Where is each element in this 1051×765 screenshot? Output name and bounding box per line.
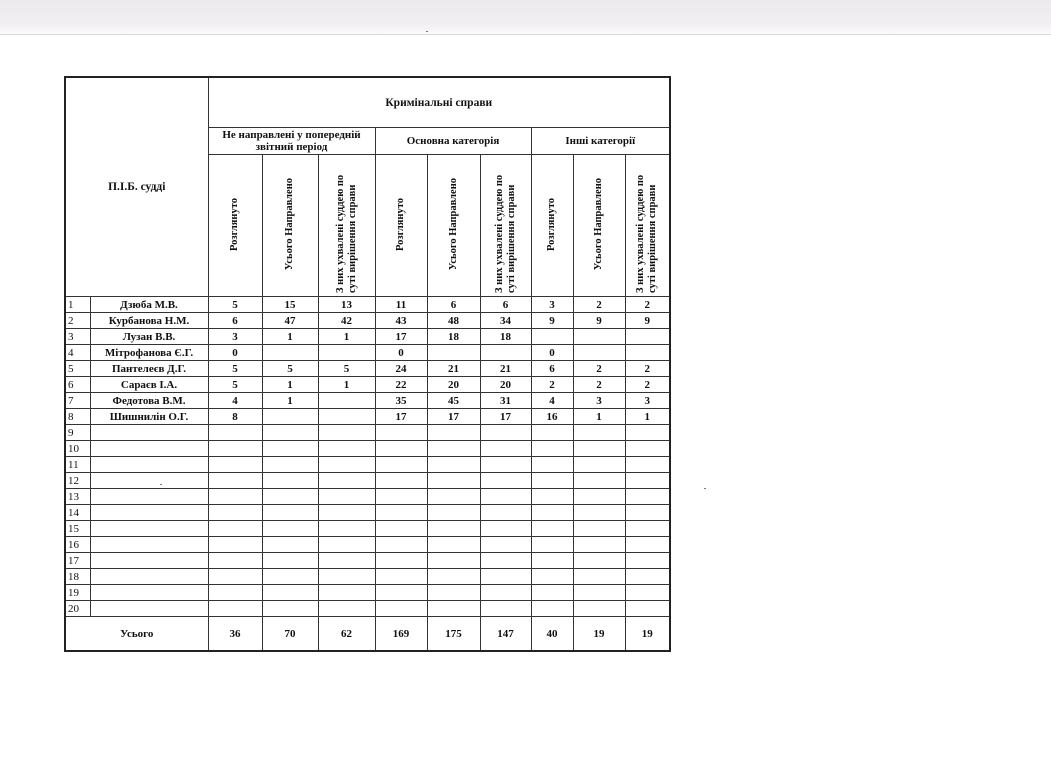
value-cell — [318, 425, 375, 441]
value-cell — [573, 345, 625, 361]
value-cell — [625, 345, 670, 361]
value-cell — [573, 521, 625, 537]
row-number: 5 — [65, 361, 90, 377]
value-cell — [480, 473, 531, 489]
value-cell — [427, 553, 480, 569]
value-cell — [262, 409, 318, 425]
value-cell: 1 — [262, 377, 318, 393]
value-cell — [375, 457, 427, 473]
value-cell: 35 — [375, 393, 427, 409]
judge-name-cell — [90, 457, 208, 473]
value-cell — [262, 489, 318, 505]
value-cell — [531, 521, 573, 537]
table-row — [65, 553, 670, 569]
value-cell — [573, 329, 625, 345]
value-cell — [208, 553, 262, 569]
value-cell — [531, 505, 573, 521]
value-cell: 17 — [375, 409, 427, 425]
value-cell — [625, 585, 670, 601]
value-cell — [531, 601, 573, 617]
value-cell — [573, 569, 625, 585]
row-number: 4 — [65, 345, 90, 361]
value-cell — [262, 585, 318, 601]
row-number: 19 — [65, 585, 90, 601]
total-value-cell: 62 — [318, 617, 375, 652]
value-cell — [318, 489, 375, 505]
table-row — [65, 569, 670, 585]
value-cell: 2 — [573, 297, 625, 313]
value-cell — [318, 345, 375, 361]
value-cell: 2 — [573, 377, 625, 393]
value-cell — [262, 521, 318, 537]
judge-name-header: П.І.Б. судді — [65, 77, 208, 297]
value-cell: 34 — [480, 313, 531, 329]
column-subheader — [427, 155, 480, 297]
value-cell: 6 — [427, 297, 480, 313]
value-cell — [427, 489, 480, 505]
value-cell — [318, 521, 375, 537]
value-cell — [573, 601, 625, 617]
value-cell: 17 — [427, 409, 480, 425]
table-row — [65, 457, 670, 473]
value-cell — [625, 457, 670, 473]
row-number: 17 — [65, 553, 90, 569]
group-header-main-category — [375, 128, 531, 155]
value-cell: 13 — [318, 297, 375, 313]
judge-name-cell — [90, 521, 208, 537]
value-cell — [531, 489, 573, 505]
value-cell — [625, 601, 670, 617]
value-cell — [480, 521, 531, 537]
value-cell — [208, 425, 262, 441]
value-cell — [531, 585, 573, 601]
value-cell — [480, 585, 531, 601]
row-number: 8 — [65, 409, 90, 425]
scan-speck — [426, 31, 428, 32]
judge-name-cell — [90, 601, 208, 617]
total-value-cell: 36 — [208, 617, 262, 652]
row-number: 3 — [65, 329, 90, 345]
row-number: 9 — [65, 425, 90, 441]
total-value-cell: 40 — [531, 617, 573, 652]
value-cell: 2 — [625, 361, 670, 377]
value-cell — [531, 425, 573, 441]
table-row — [65, 473, 670, 489]
value-cell — [262, 569, 318, 585]
value-cell: 6 — [531, 361, 573, 377]
judge-name-cell — [90, 425, 208, 441]
table-row — [65, 585, 670, 601]
value-cell: 21 — [480, 361, 531, 377]
value-cell: 47 — [262, 313, 318, 329]
judge-name-cell — [90, 473, 208, 489]
value-cell: 5 — [208, 377, 262, 393]
value-cell — [427, 585, 480, 601]
judge-name-cell — [90, 569, 208, 585]
table-row — [65, 521, 670, 537]
value-cell — [208, 505, 262, 521]
value-cell — [427, 473, 480, 489]
value-cell — [480, 537, 531, 553]
row-number: 16 — [65, 537, 90, 553]
value-cell — [318, 473, 375, 489]
value-cell: 22 — [375, 377, 427, 393]
column-subheader — [318, 155, 375, 297]
value-cell: 1 — [318, 329, 375, 345]
value-cell — [427, 441, 480, 457]
group-header-prev-period — [208, 128, 375, 155]
value-cell: 2 — [531, 377, 573, 393]
value-cell — [480, 601, 531, 617]
value-cell: 3 — [208, 329, 262, 345]
judge-name-cell — [90, 537, 208, 553]
value-cell — [375, 473, 427, 489]
column-subheader — [480, 155, 531, 297]
table-row — [65, 313, 670, 329]
group-label: Інші категорії — [565, 135, 636, 147]
value-cell: 9 — [625, 313, 670, 329]
value-cell — [318, 441, 375, 457]
value-cell: 20 — [480, 377, 531, 393]
value-cell — [625, 473, 670, 489]
value-cell — [480, 457, 531, 473]
column-subheader-label: Усього Направлено — [593, 177, 604, 271]
table-row — [65, 345, 670, 361]
row-number: 11 — [65, 457, 90, 473]
value-cell — [531, 473, 573, 489]
row-number: 7 — [65, 393, 90, 409]
judge-name-cell: Сараєв І.А. — [90, 377, 208, 393]
value-cell: 4 — [531, 393, 573, 409]
table-row — [65, 537, 670, 553]
value-cell: 42 — [318, 313, 375, 329]
column-subheader — [208, 155, 262, 297]
value-cell — [318, 553, 375, 569]
value-cell — [480, 489, 531, 505]
value-cell — [262, 553, 318, 569]
value-cell: 11 — [375, 297, 427, 313]
table-row — [65, 297, 670, 313]
value-cell: 1 — [318, 377, 375, 393]
value-cell — [427, 601, 480, 617]
scan-shadow-band — [0, 0, 1051, 35]
column-subheader — [625, 155, 670, 297]
value-cell: 2 — [625, 297, 670, 313]
value-cell: 4 — [208, 393, 262, 409]
total-value-cell: 70 — [262, 617, 318, 652]
judge-name-cell: Шишнилін О.Г. — [90, 409, 208, 425]
value-cell: 5 — [208, 361, 262, 377]
value-cell — [375, 537, 427, 553]
value-cell — [262, 601, 318, 617]
value-cell: 17 — [480, 409, 531, 425]
value-cell — [427, 537, 480, 553]
judge-name-cell — [90, 553, 208, 569]
value-cell: 8 — [208, 409, 262, 425]
value-cell — [573, 489, 625, 505]
value-cell — [480, 345, 531, 361]
value-cell: 3 — [573, 393, 625, 409]
value-cell — [318, 569, 375, 585]
value-cell — [318, 505, 375, 521]
judge-name-cell — [90, 505, 208, 521]
value-cell: 9 — [573, 313, 625, 329]
judge-name-cell: Лузан В.В. — [90, 329, 208, 345]
value-cell: 18 — [480, 329, 531, 345]
value-cell — [375, 505, 427, 521]
value-cell: 48 — [427, 313, 480, 329]
value-cell: 24 — [375, 361, 427, 377]
total-value-cell: 19 — [573, 617, 625, 652]
judge-name-cell: Мітрофанова Є.Г. — [90, 345, 208, 361]
value-cell — [625, 441, 670, 457]
table-row — [65, 441, 670, 457]
column-subheader — [262, 155, 318, 297]
total-value-cell: 147 — [480, 617, 531, 652]
row-number: 1 — [65, 297, 90, 313]
value-cell — [262, 441, 318, 457]
value-cell — [375, 425, 427, 441]
value-cell — [208, 537, 262, 553]
value-cell — [625, 569, 670, 585]
value-cell — [318, 393, 375, 409]
column-subheader-label: З них ухвалені суддею по суті вирішення справи — [635, 174, 659, 293]
value-cell — [318, 601, 375, 617]
value-cell: 15 — [262, 297, 318, 313]
judge-name-cell — [90, 441, 208, 457]
value-cell — [427, 505, 480, 521]
value-cell — [625, 537, 670, 553]
value-cell — [318, 457, 375, 473]
value-cell — [625, 329, 670, 345]
value-cell: 6 — [480, 297, 531, 313]
value-cell — [262, 345, 318, 361]
value-cell — [480, 425, 531, 441]
column-subheader — [375, 155, 427, 297]
value-cell — [262, 425, 318, 441]
value-cell — [625, 425, 670, 441]
value-cell: 45 — [427, 393, 480, 409]
table-row — [65, 393, 670, 409]
judge-name-cell: Курбанова Н.М. — [90, 313, 208, 329]
table-row — [65, 409, 670, 425]
value-cell: 2 — [573, 361, 625, 377]
column-subheader-label: Усього Направлено — [447, 177, 459, 271]
value-cell — [208, 473, 262, 489]
column-subheader — [531, 155, 573, 297]
row-number: 20 — [65, 601, 90, 617]
value-cell: 1 — [625, 409, 670, 425]
value-cell: 5 — [208, 297, 262, 313]
row-number: 10 — [65, 441, 90, 457]
value-cell — [531, 537, 573, 553]
value-cell — [262, 457, 318, 473]
value-cell — [480, 569, 531, 585]
row-number: 13 — [65, 489, 90, 505]
table-row — [65, 601, 670, 617]
table-row — [65, 329, 670, 345]
value-cell — [208, 569, 262, 585]
value-cell — [531, 441, 573, 457]
table-row — [65, 377, 670, 393]
value-cell: 1 — [262, 329, 318, 345]
total-value-cell: 19 — [625, 617, 670, 652]
value-cell — [573, 441, 625, 457]
value-cell — [427, 521, 480, 537]
value-cell: 31 — [480, 393, 531, 409]
value-cell: 3 — [531, 297, 573, 313]
total-value-cell: 175 — [427, 617, 480, 652]
value-cell — [375, 441, 427, 457]
value-cell — [208, 601, 262, 617]
value-cell — [262, 473, 318, 489]
value-cell — [208, 457, 262, 473]
value-cell — [573, 553, 625, 569]
total-value-cell: 169 — [375, 617, 427, 652]
value-cell: 16 — [531, 409, 573, 425]
value-cell — [262, 537, 318, 553]
value-cell: 5 — [318, 361, 375, 377]
value-cell — [480, 441, 531, 457]
judge-name-cell: Федотова В.М. — [90, 393, 208, 409]
value-cell: 21 — [427, 361, 480, 377]
row-number: 6 — [65, 377, 90, 393]
value-cell: 9 — [531, 313, 573, 329]
value-cell — [208, 489, 262, 505]
group-header-other-categories — [531, 128, 670, 155]
scan-speck — [704, 488, 706, 489]
column-subheader-label: Розглянуто — [395, 197, 406, 251]
value-cell — [427, 569, 480, 585]
value-cell — [427, 425, 480, 441]
report-sheet — [64, 76, 671, 652]
value-cell: 18 — [427, 329, 480, 345]
value-cell — [427, 345, 480, 361]
row-number: 18 — [65, 569, 90, 585]
value-cell: 43 — [375, 313, 427, 329]
judge-name-cell — [90, 585, 208, 601]
value-cell — [375, 585, 427, 601]
value-cell — [318, 585, 375, 601]
value-cell: 5 — [262, 361, 318, 377]
value-cell — [480, 553, 531, 569]
column-subheader-label: Розглянуто — [229, 197, 240, 251]
value-cell — [375, 489, 427, 505]
value-cell: 2 — [625, 377, 670, 393]
value-cell — [573, 425, 625, 441]
judge-name-cell: Дзюба М.В. — [90, 297, 208, 313]
table-row — [65, 361, 670, 377]
value-cell: 0 — [531, 345, 573, 361]
column-subheader-label: Розглянуто — [546, 197, 557, 251]
value-cell — [375, 569, 427, 585]
total-label: Усього — [65, 617, 208, 652]
value-cell — [573, 537, 625, 553]
value-cell — [262, 505, 318, 521]
table-row — [65, 505, 670, 521]
value-cell: 20 — [427, 377, 480, 393]
row-number: 15 — [65, 521, 90, 537]
value-cell — [480, 505, 531, 521]
value-cell — [375, 601, 427, 617]
value-cell — [208, 441, 262, 457]
row-number: 12 — [65, 473, 90, 489]
value-cell — [531, 553, 573, 569]
value-cell: 0 — [375, 345, 427, 361]
group-label: Основна категорія — [406, 135, 500, 147]
value-cell: 1 — [573, 409, 625, 425]
value-cell: 3 — [625, 393, 670, 409]
value-cell — [625, 553, 670, 569]
row-number: 2 — [65, 313, 90, 329]
table-row — [65, 489, 670, 505]
value-cell — [208, 585, 262, 601]
value-cell — [573, 457, 625, 473]
column-subheader-label: З них ухвалені суддею по суті вирішення справи — [334, 174, 358, 293]
judge-name-cell — [90, 489, 208, 505]
value-cell — [625, 521, 670, 537]
value-cell — [531, 329, 573, 345]
value-cell — [573, 505, 625, 521]
criminal-cases-table — [64, 76, 671, 652]
table-row — [65, 425, 670, 441]
column-subheader-label: Усього Направлено — [284, 177, 295, 271]
row-number: 14 — [65, 505, 90, 521]
value-cell: 0 — [208, 345, 262, 361]
value-cell — [625, 505, 670, 521]
column-subheader — [573, 155, 625, 297]
value-cell: 1 — [262, 393, 318, 409]
value-cell — [208, 521, 262, 537]
value-cell — [375, 553, 427, 569]
judge-name-cell: Пантелеєв Д.Г. — [90, 361, 208, 377]
value-cell — [318, 409, 375, 425]
value-cell — [531, 569, 573, 585]
group-label: Не направлені у попередній звітний період — [222, 129, 361, 153]
value-cell — [531, 457, 573, 473]
value-cell — [375, 521, 427, 537]
value-cell — [573, 585, 625, 601]
value-cell — [427, 457, 480, 473]
value-cell — [318, 537, 375, 553]
value-cell: 17 — [375, 329, 427, 345]
criminal-cases-header: Кримінальні справи — [208, 77, 670, 128]
column-subheader-label: З них ухвалені суддею по суті вирішення справи — [493, 174, 517, 293]
value-cell — [573, 473, 625, 489]
value-cell: 6 — [208, 313, 262, 329]
value-cell — [625, 489, 670, 505]
